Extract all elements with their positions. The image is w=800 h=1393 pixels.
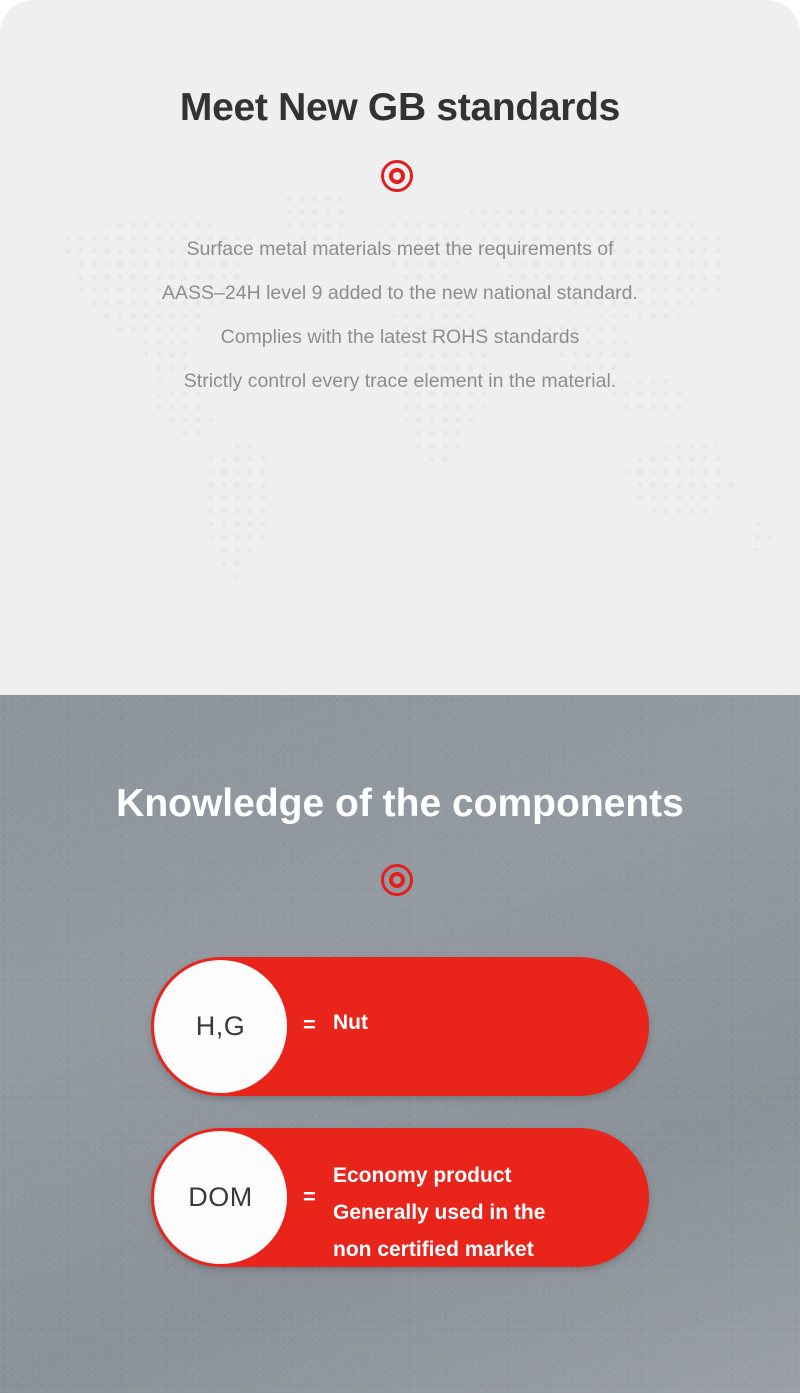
component-item-card bbox=[151, 957, 649, 1096]
component-description-line-1: Economy product bbox=[333, 1164, 512, 1187]
target-icon bbox=[378, 861, 422, 905]
gb-title-line-2: standards bbox=[436, 86, 621, 129]
section-gb-standards bbox=[0, 0, 800, 695]
component-code-badge bbox=[154, 960, 287, 1093]
target-icon-inner-ring bbox=[389, 872, 405, 888]
gb-standards-paragraph bbox=[0, 227, 800, 403]
component-description bbox=[333, 1011, 368, 1035]
page-title-gb bbox=[0, 84, 800, 131]
gb-paragraph-line-2: AASS–24H level 9 added to the new national standard. bbox=[162, 282, 638, 304]
gb-standards-content bbox=[0, 0, 800, 403]
gb-title-line-1: Meet New GB bbox=[179, 86, 426, 129]
component-description-line-2: Generally used in the bbox=[333, 1201, 546, 1224]
component-code-badge bbox=[154, 1131, 287, 1264]
component-description bbox=[333, 1157, 545, 1268]
component-item-card bbox=[151, 1128, 649, 1267]
target-icon bbox=[378, 157, 422, 201]
page-title-components bbox=[0, 780, 800, 827]
component-description-line-3: non certified market bbox=[333, 1238, 534, 1261]
components-title-line-2: the components bbox=[382, 782, 684, 825]
equals-sign: = bbox=[303, 1184, 316, 1209]
gb-paragraph-line-1: Surface metal materials meet the requirements of bbox=[186, 238, 614, 260]
component-code-label: H,G bbox=[195, 1011, 246, 1041]
equals-sign: = bbox=[303, 1012, 316, 1037]
target-icon-inner-ring bbox=[389, 168, 405, 184]
gb-paragraph-line-4: Strictly control every trace element in the material. bbox=[183, 370, 617, 392]
components-knowledge-content bbox=[0, 695, 800, 1267]
gb-paragraph-line-3: Complies with the latest ROHS standards bbox=[220, 326, 580, 348]
component-description-line-1: Nut bbox=[333, 1011, 368, 1034]
components-title-line-1: Knowledge of bbox=[116, 782, 372, 825]
section-components-knowledge bbox=[0, 695, 800, 1393]
component-code-label: DOM bbox=[188, 1182, 253, 1212]
